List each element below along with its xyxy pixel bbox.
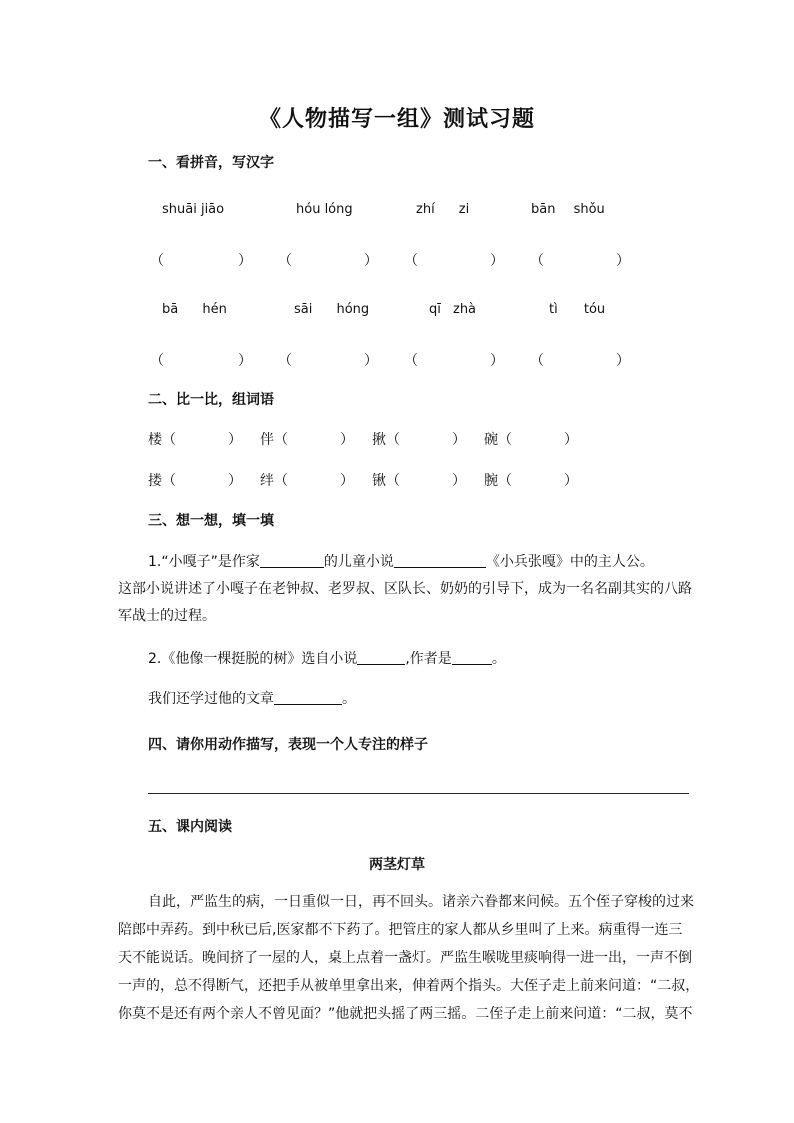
section5-heading: 五、课内阅读	[148, 819, 232, 835]
word-char: 揪	[372, 432, 386, 448]
question-3-text-a: 我们还学过他的文章	[148, 691, 274, 707]
passage-line: 陪郎中弄药。到中秋已后,医家都不下药了。把管庄的家人都从乡里叫了上来。病重得一连三	[118, 922, 683, 938]
answer-paren-open: （	[404, 353, 418, 369]
question-1-text-c: 《小兵张嘎》中的主人公。	[485, 554, 654, 570]
answer-paren-open: （	[150, 253, 164, 269]
answer-paren-open: （	[530, 253, 544, 269]
question-2-text-c: 。	[491, 651, 506, 667]
word-paren-close: ）	[340, 473, 354, 489]
word-char: 楼	[148, 432, 162, 448]
page-title: 《人物描写一组》测试习题	[258, 106, 535, 132]
word-char: 锹	[372, 473, 386, 489]
word-paren-open: （	[386, 432, 400, 448]
passage-line: 自此，严监生的病，一日重似一日，再不回头。诸亲六眷都来问候。五个侄子穿梭的过来	[148, 894, 694, 910]
answer-paren-close: ）	[364, 253, 378, 269]
answer-paren-close: ）	[616, 353, 630, 369]
answer-blank[interactable]	[394, 553, 486, 568]
question-2-text-a: 2.《他像一棵挺脱的树》选自小说	[148, 651, 358, 667]
answer-blank[interactable]	[452, 650, 492, 665]
answer-paren-open: （	[278, 253, 292, 269]
section3-heading: 三、想一想，填一填	[148, 513, 274, 529]
pinyin-1: shuāi jiāo	[162, 202, 225, 217]
pinyin-4: bān shǒu	[531, 202, 605, 217]
question-1	[148, 551, 654, 571]
question-1-line-2: 这部小说讲述了小嘎子在老钟叔、老罗叔、区队长、奶奶的引导下，成为一名名副其实的八路	[118, 581, 692, 597]
question-2-text-b: ,作者是	[405, 651, 452, 667]
answer-blank[interactable]	[260, 553, 324, 568]
question-1-text-a: 1.“小嘎子”是作家	[148, 554, 260, 570]
word-paren-close: ）	[340, 432, 354, 448]
answer-paren-close: ）	[364, 353, 378, 369]
question-3	[148, 688, 356, 708]
section4-heading: 四、请你用动作描写，表现一个人专注的样子	[148, 737, 428, 753]
word-char: 碗	[484, 432, 498, 448]
pinyin-7: qī zhà	[429, 302, 477, 317]
word-paren-open: （	[162, 432, 176, 448]
passage-line: 你莫不是还有两个亲人不曾见面？”他就把头摇了两三摇。二侄子走上前来问道：“二叔，莫不	[118, 1006, 693, 1022]
word-paren-open: （	[274, 432, 288, 448]
passage-line: 天不能说话。晚间挤了一屋的人，桌上点着一盏灯。严监生喉咙里痰响得一进一出，一声不倒	[118, 950, 692, 966]
pinyin-6: sāi hóng	[294, 302, 370, 317]
answer-blank[interactable]	[357, 650, 405, 665]
answer-paren-close: ）	[490, 353, 504, 369]
word-paren-close: ）	[564, 432, 578, 448]
answer-paren-close: ）	[238, 353, 252, 369]
question-2	[148, 648, 506, 668]
pinyin-2: hóu lóng	[296, 202, 353, 217]
answer-line[interactable]	[148, 793, 689, 794]
section2-heading: 二、比一比，组词语	[148, 392, 274, 408]
answer-paren-open: （	[404, 253, 418, 269]
answer-paren-close: ）	[490, 253, 504, 269]
pinyin-8: tì tóu	[549, 302, 606, 317]
pinyin-3: zhí zi	[416, 202, 470, 217]
word-paren-close: ）	[452, 473, 466, 489]
word-paren-open: （	[274, 473, 288, 489]
word-paren-open: （	[498, 473, 512, 489]
word-paren-open: （	[162, 473, 176, 489]
passage-title: 两茎灯草	[369, 857, 425, 873]
word-char: 伴	[260, 432, 274, 448]
question-1-line-3: 军战士的过程。	[118, 608, 216, 624]
word-paren-close: ）	[564, 473, 578, 489]
passage-line: 一声的，总不得断气，还把手从被单里拿出来，伸着两个指头。大侄子走上前来问道：“二叔，	[118, 978, 700, 994]
word-paren-open: （	[386, 473, 400, 489]
word-paren-open: （	[498, 432, 512, 448]
word-paren-close: ）	[228, 432, 242, 448]
question-1-text-b: 的儿童小说	[323, 554, 394, 570]
answer-paren-open: （	[150, 353, 164, 369]
word-char: 搂	[148, 473, 162, 489]
answer-paren-close: ）	[238, 253, 252, 269]
word-char: 腕	[484, 473, 498, 489]
answer-blank[interactable]	[274, 690, 342, 705]
answer-paren-close: ）	[616, 253, 630, 269]
word-paren-close: ）	[228, 473, 242, 489]
word-char: 绊	[260, 473, 274, 489]
question-3-text-b: 。	[342, 691, 356, 707]
section1-heading: 一、看拼音，写汉字	[148, 155, 274, 171]
answer-paren-open: （	[530, 353, 544, 369]
word-paren-close: ）	[452, 432, 466, 448]
pinyin-5: bā hén	[162, 302, 227, 317]
answer-paren-open: （	[278, 353, 292, 369]
